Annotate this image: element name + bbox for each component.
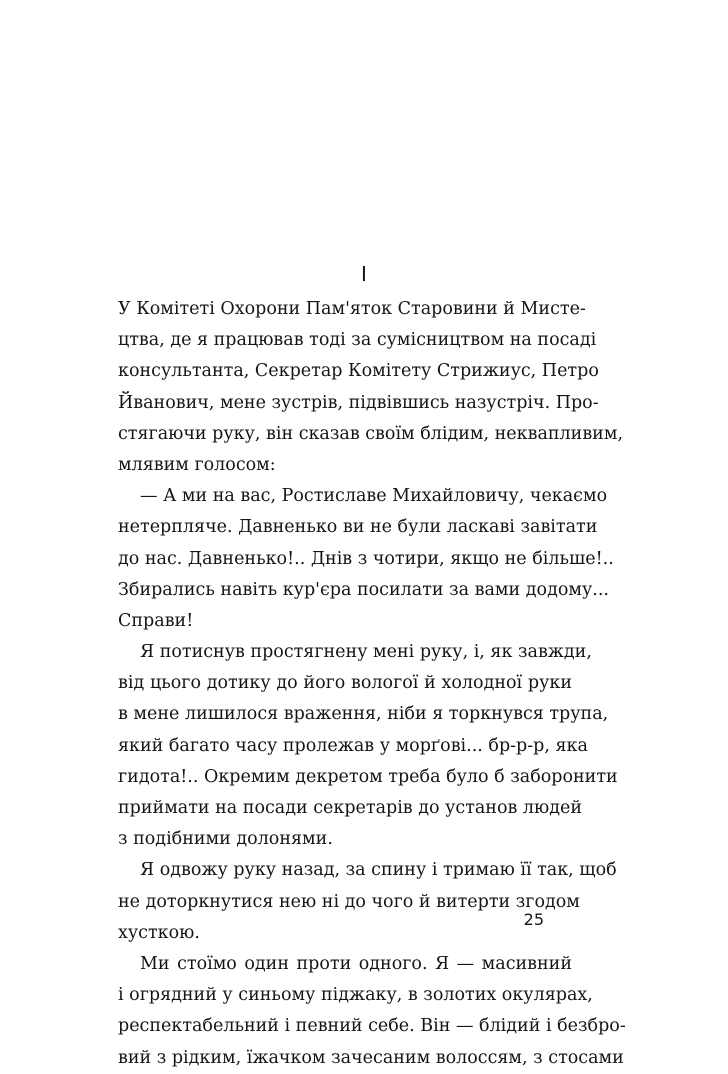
text-line: гидота!.. Окремим декретом треба було б заборонити xyxy=(118,766,618,787)
text-line: від цього дотику до його вологої й холодної руки xyxy=(118,673,572,694)
text-line: Справи! xyxy=(118,610,194,631)
text-line: Йванович, мене зустрів, підвівшись назустріч. Про- xyxy=(118,392,599,413)
page-number: 25 xyxy=(523,910,544,929)
text-line: до нас. Давненько!.. Днів з чотири, якщо не більше!.. xyxy=(118,548,614,569)
text-line: — А ми на вас, Ростиславе Михайловичу, чекаємо xyxy=(140,486,608,507)
text-line: вий з рідким, їжачком зачесаним волоссям, з стосами xyxy=(118,1047,624,1068)
text-line: в мене лишилося враження, ніби я торкнувся трупа, xyxy=(118,704,609,725)
text-line: приймати на посади секретарів до установ людей xyxy=(118,798,583,818)
text-line: з подібними долонями. xyxy=(118,829,333,850)
text-line: не доторкнутися нею ні до чого й витерти згодом xyxy=(118,891,580,912)
body-text xyxy=(118,294,626,1074)
text-line: У Комітеті Охорони Пам'яток Старовини й Мисте- xyxy=(118,299,586,319)
text-line: нетерпляче. Давненько ви не були ласкаві завітати xyxy=(118,517,598,538)
text-line: консультанта, Секретар Комітету Стрижиус, Петро xyxy=(118,361,599,382)
chapter-numeral: I xyxy=(361,262,367,286)
text-line: респектабельний і певний себе. Він — блідий і безбро- xyxy=(118,1016,626,1037)
text-line: млявим голосом: xyxy=(118,454,276,475)
text-line: стягаючи руку, він сказав своїм блідим, неквапливим, xyxy=(118,423,624,444)
text-line: цтва, де я працював тоді за сумісництвом на посаді xyxy=(118,330,597,351)
text-line: Я потиснув простягнену мені руку, і, як завжди, xyxy=(140,642,592,663)
text-line: Збирались навіть кур'єра посилати за вами додому... xyxy=(118,579,609,600)
text-line: хусткою. xyxy=(118,922,200,943)
text-line: Я одвожу руку назад, за спину і тримаю її так, щоб xyxy=(140,860,617,881)
text-line: який багато часу пролежав у морґові... бр-р-р, яка xyxy=(118,735,588,756)
text-line: і огрядний у синьому піджаку, в золотих окулярах, xyxy=(118,985,593,1006)
text-line: Ми стоїмо один проти одного. Я — масивний xyxy=(140,953,572,974)
